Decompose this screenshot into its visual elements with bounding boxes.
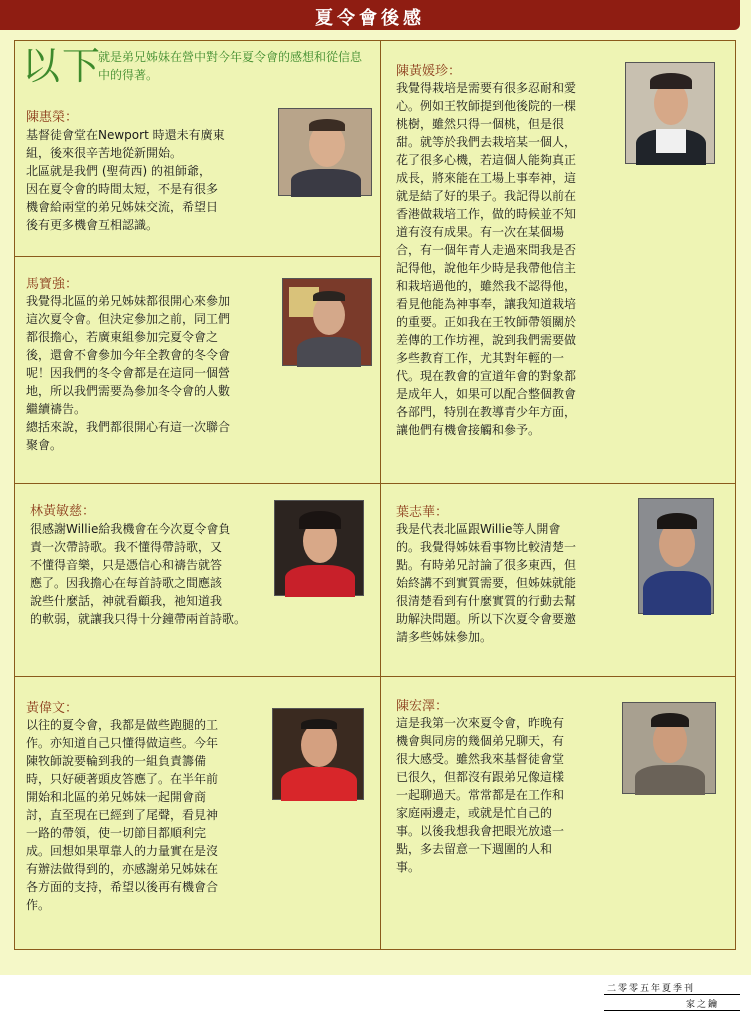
portrait-photo [282, 278, 372, 366]
page-title: 夏令會後感 [315, 8, 425, 29]
entry-name: 葉志華： [396, 505, 449, 520]
entry-text: 基督徒會堂在Newport 時還未有廣東 組，後來很辛苦地從新開始。 北區就是我們 (聖荷西) 的祖師爺， 因在夏令會的時間太短，不是有很多 機會給兩堂的弟兄姊妹交流，希望日 後有更多機會互相認識。 [26, 128, 225, 232]
entry-text: 以往的夏令會，我都是做些跑腿的工 作。亦知道自己只懂得做這些。今年 陳牧師說要輪到我的一組負責籌備 時，只好硬著頭皮答應了。在半年前 開始和北區的弟兄姊妹一起開會商 討，直至現在已經到了尾聲，看見神 一路的帶領，使一切節目都順利完 成。回想如果單靠人的力量實在是沒 有辦法做得到的，亦感謝弟兄姊妹在 各方面的支持，希望以後再有機會合 作。 [26, 718, 219, 912]
entry-text: 我覺得北區的弟兄姊妹都很開心來參加 這次夏令會。但決定參加之前，同工們 都很擔心，若廣東組參加完夏令會之 後，還會不會參加今年全教會的冬令會 呢！因我們的冬令會都是在這同一個營 地，所以我們需要為參加冬令會的人數 繼續禱告。 總括來說，我們都很開心有這一次聯合 聚會。 [26, 294, 231, 452]
footer-issue: 二零零五年夏季刊 [607, 984, 696, 994]
grid-divider-row-3 [14, 676, 736, 677]
portrait-photo [274, 500, 364, 596]
footer-publication: 家之鑰 [686, 1000, 720, 1010]
grid-divider-row-2 [14, 483, 736, 484]
footer-divider-2 [604, 1010, 740, 1011]
entry-name: 馬寶強： [26, 277, 79, 292]
grid-divider-left-1 [14, 256, 381, 257]
entry-name: 林黃敏慈： [30, 504, 96, 519]
entry-name: 陳惠榮： [26, 110, 79, 125]
entry-name: 陳宏澤： [396, 699, 449, 714]
intro-text: 就是弟兄姊妹在營中對今年夏令會的感想和從信息中的得著。 [98, 50, 363, 82]
entry-text: 這是我第一次來夏令會，昨晚有 機會與同房的幾個弟兄聊天，有 很大感受。雖然我來基督徒會堂 已很久，但都沒有跟弟兄像這樣 一起聊過天。常常都是在工作和 家庭兩邊走，或就是忙自己的 事。以後我想我會把眼光放遠一 點，多去留意一下週圍的人和 事。 [396, 716, 565, 874]
portrait-photo [638, 498, 714, 614]
entry-text: 我是代表北區跟Willie等人開會 的。我覺得姊妹看事物比較清楚一 點。有時弟兄討論了很多東西，但 始終講不到實質需要，但姊妹就能 很清楚看到有什麼實質的行動去幫 助解決問題。所以下次夏令會要邀 請多些姊妹參加。 [396, 522, 577, 644]
intro-heading: 以下 [22, 44, 103, 88]
portrait-photo [622, 702, 716, 794]
portrait-photo [278, 108, 372, 196]
portrait-photo [625, 62, 715, 164]
entry-name: 黃偉文： [26, 701, 79, 716]
title-banner [0, 0, 740, 30]
footer-divider-1 [604, 994, 740, 995]
entry-text: 很感謝Willie給我機會在今次夏令會負 責一次帶詩歌。我不懂得帶詩歌，又 不懂得音樂，只是憑信心和禱告就答 應了。因我擔心在每首詩歌之間應該 說些什麼話，神就看顧我，祂知道我 的軟弱，就讓我只得十分鐘帶兩首詩歌。 [30, 522, 247, 626]
entry-text: 我覺得栽培是需要有很多忍耐和愛 心。例如王牧師提到他後院的一棵 桃樹，雖然只得一個桃，但是很 甜。就等於我們去栽培某一個人， 花了很多心機，若這個人能夠真正 成長，將來能在工場上事奉神，這 就是結了好的果子。我記得以前在 香港做栽培工作，做的時候並不知 道有沒有成果。有一次在某個場 合，有一個年青人走過來問我是否 記得他，說他年少時是我帶他信主 和栽培過他的，雖然我不認得他， 看見他能為神事奉，讓我知道栽培 的重要。正如我在王牧師帶領關於 差傳的工作坊裡，說到我們需要做 多些教育工作，尤其對年輕的一 代。現在教會的宣道年會的對象都 是成年人，如果可以配合整個教會 各部門，特別在教導青少年方面， 讓他們有機會接觸和參予。 [396, 81, 577, 437]
entry-name: 陳黃媛珍： [396, 64, 462, 79]
grid-divider-vertical [380, 40, 381, 950]
portrait-photo [272, 708, 364, 800]
